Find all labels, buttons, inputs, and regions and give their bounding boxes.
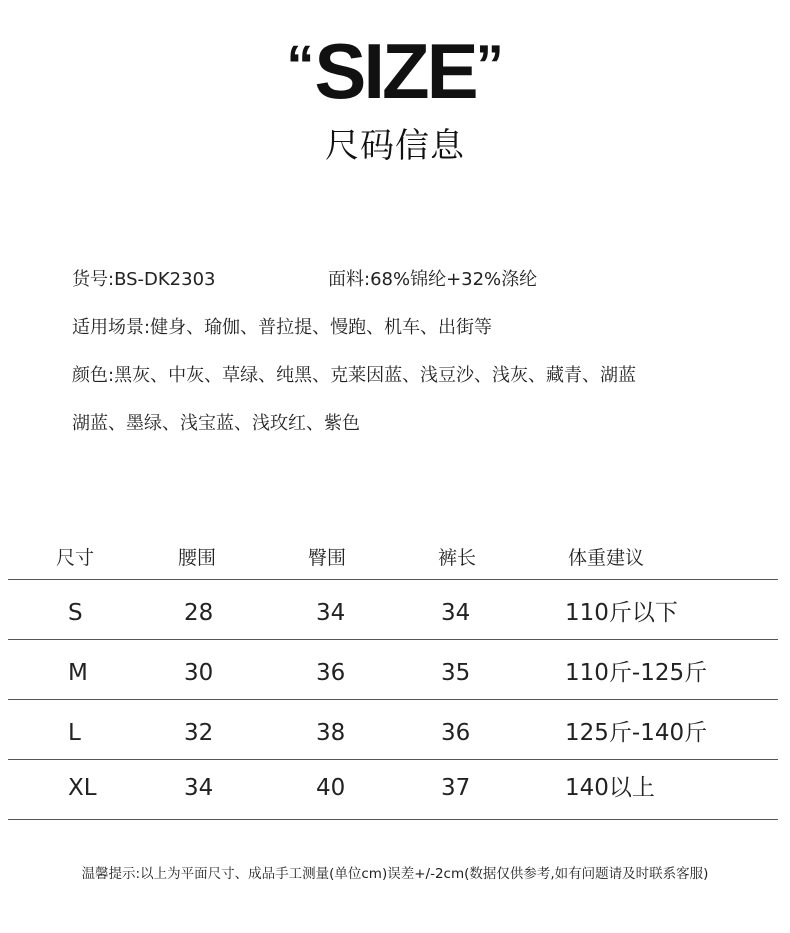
cell-waist: 28 [184,600,214,626]
measurement-note: 温馨提示:以上为平面尺寸、成品手工测量(单位cm)误差+/-2cm(数据仅供参考,如有问题请及时联系客服) [81,866,709,882]
cell-length: 34 [441,600,471,626]
item-code: 货号:BS-DK2303 [72,269,216,290]
cell-hip: 40 [316,775,346,801]
cell-hip: 34 [316,600,346,626]
colors-line-2: 湖蓝、墨绿、浅宝蓝、浅玫红、紫色 [72,413,360,434]
table-row [8,580,778,640]
cell-length: 35 [441,660,471,686]
cell-length: 37 [441,775,471,801]
cell-waist: 30 [184,660,214,686]
cell-weight: 140以上 [565,775,655,801]
table-header-row [8,540,778,580]
size-table [8,540,778,820]
cell-length: 36 [441,720,471,746]
cell-hip: 36 [316,660,346,686]
cell-size: XL [68,775,97,801]
cell-size: L [68,720,81,746]
header-hip: 臀围 [308,547,347,569]
cell-weight: 125斤-140斤 [565,720,708,746]
size-subtitle: 尺码信息 [325,126,465,166]
header-waist: 腰围 [178,547,217,569]
header-size: 尺寸 [56,547,95,569]
header-weight: 体重建议 [568,547,645,569]
cell-hip: 38 [316,720,346,746]
cell-waist: 32 [184,720,214,746]
fabric-info: 面料:68%锦纶+32%涤纶 [328,269,538,290]
cell-waist: 34 [184,775,214,801]
usage-scenes: 适用场景:健身、瑜伽、普拉提、慢跑、机车、出街等 [72,317,493,338]
open-quote: “ [286,33,315,96]
cell-size: S [68,600,83,626]
table-row [8,760,778,820]
table-row [8,700,778,760]
size-title-text: SIZE [314,27,476,115]
cell-weight: 110斤-125斤 [565,660,708,686]
close-quote: ” [475,33,504,96]
colors-line-1: 颜色:黑灰、中灰、草绿、纯黑、克莱因蓝、浅豆沙、浅灰、藏青、湖蓝 [72,365,637,386]
header-length: 裤长 [438,547,477,569]
table-row [8,640,778,700]
cell-weight: 110斤以下 [565,600,678,626]
cell-size: M [68,660,88,686]
size-title [0,22,790,114]
